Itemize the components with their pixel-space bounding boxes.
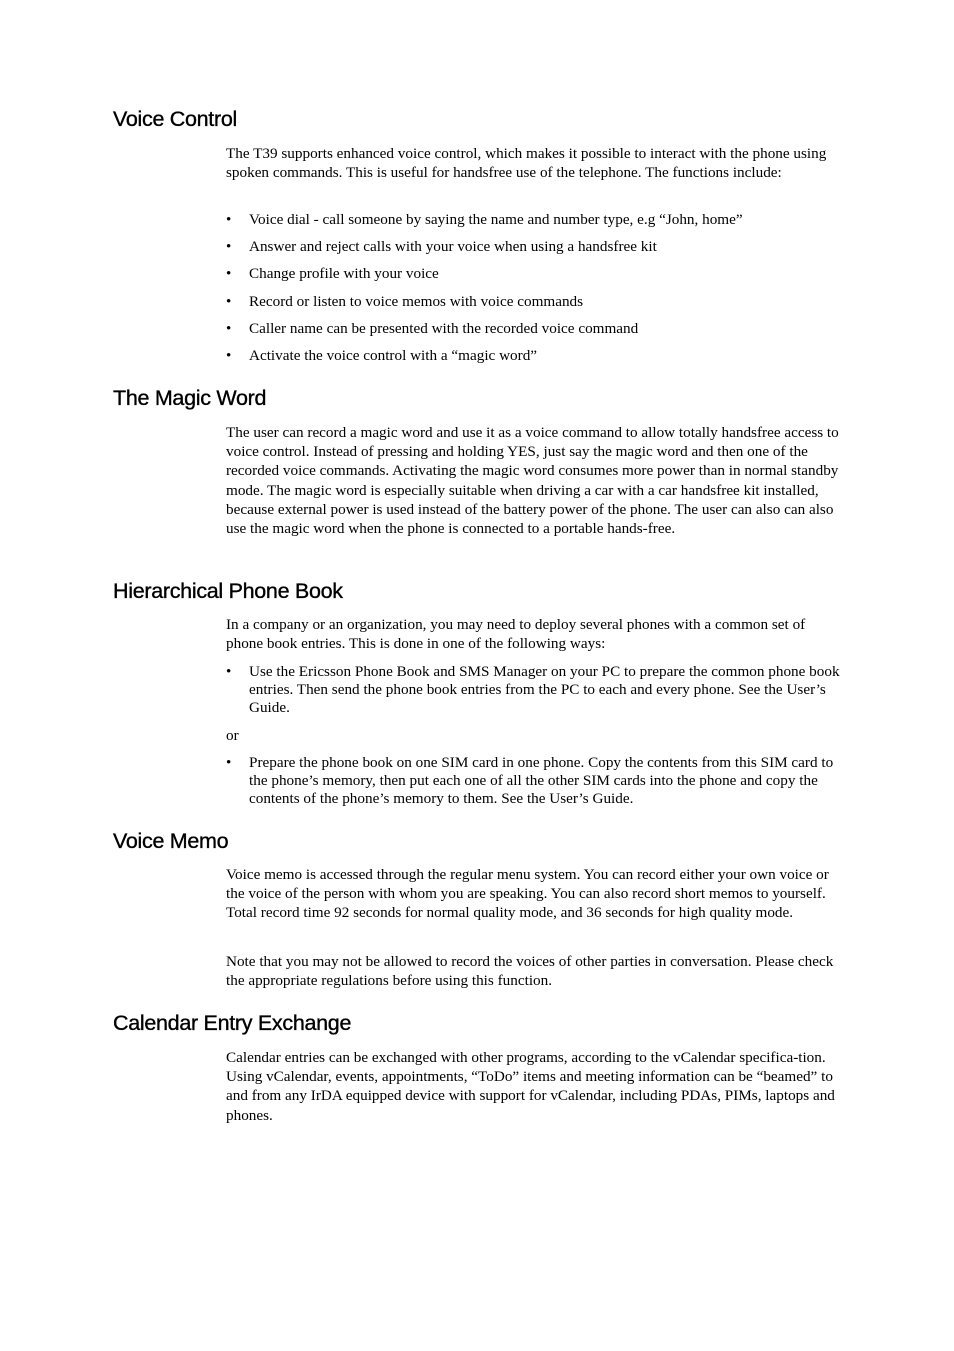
bullet-glyph: • — [226, 346, 232, 364]
list-item: • Voice dial - call someone by saying the name and number type, e.g “John, home” — [226, 211, 743, 228]
bullet-glyph: • — [226, 265, 232, 283]
list-item: • Activate the voice control with a “magic word” — [226, 346, 538, 364]
or-separator: or — [226, 727, 239, 744]
voice-control-intro: The T39 supports enhanced voice control, which makes it possible to interact with the phone using spoken commands. This is useful for handsfree use of the telephone. The functions include: — [226, 145, 827, 182]
voice-control-bullet-list — [226, 211, 842, 374]
list-item: • Prepare the phone book on one SIM card in one phone. Copy the contents from this SIM card to the phone’s memory, then put each one of all the other SIM cards into the phone and copy the contents of the phone’s memory to them. See the User’s Guide. — [226, 754, 834, 807]
voice-memo-paragraph-1: Voice memo is accessed through the regular menu system. You can record either your own voice or the voice of the person with whom you are speaking. You can also record short memos to yourself. Total record time 92 seconds for normal quality mode, and 36 seconds for high quality mode. — [226, 866, 829, 922]
list-item: • Answer and reject calls with your voice when using a handsfree kit — [226, 238, 657, 256]
bullet-glyph: • — [226, 754, 232, 771]
calendar-paragraph: Calendar entries can be exchanged with other programs, according to the vCalendar specifica-tion. Using vCalendar, events, appointments, “ToDo” items and meeting information can be “beamed” to and from any IrDA equipped device with support for vCalendar, including PDAs, PIMs, laptops and phones. — [226, 1049, 835, 1124]
bullet-glyph: • — [226, 663, 232, 680]
phone-book-intro: In a company or an organization, you may need to deploy several phones with a common set of phone book entries. This is done in one of the following ways: — [226, 616, 806, 653]
bullet-glyph: • — [226, 292, 232, 310]
heading-calendar-entry-exchange: Calendar Entry Exchange — [113, 1011, 352, 1035]
magic-word-paragraph: The user can record a magic word and use it as a voice command to allow totally handsfree access to voice control. Instead of pressing and holding YES, just say the magic word and then one of the recorded voice commands. Activating the magic word consumes more power than in normal standby mode. The magic word is especially suitable when driving a car with a car handsfree kit installed, because external power is used instead of the battery power of the phone. The user can also can also use the magic word when the phone is connected to a portable hands-free. — [226, 424, 839, 538]
list-item: • Caller name can be presented with the recorded voice command — [226, 319, 639, 337]
bullet-glyph: • — [226, 211, 232, 228]
bullet-glyph: • — [226, 238, 232, 256]
heading-magic-word: The Magic Word — [113, 386, 267, 410]
phone-book-bullet-list-1 — [226, 663, 842, 716]
voice-memo-paragraph-2: Note that you may not be allowed to record the voices of other parties in conversation. Please check the appropriate regulations before using this function. — [226, 953, 834, 990]
heading-voice-control: Voice Control — [113, 107, 237, 131]
heading-hierarchical-phone-book: Hierarchical Phone Book — [113, 579, 343, 603]
phone-book-bullet-list-2 — [226, 754, 842, 807]
list-item: • Use the Ericsson Phone Book and SMS Manager on your PC to prepare the common phone book entries. Then send the phone book entries from the PC to each and every phone. See the User’s Guide. — [226, 663, 840, 716]
bullet-glyph: • — [226, 319, 232, 337]
list-item: • Change profile with your voice — [226, 265, 439, 283]
heading-voice-memo: Voice Memo — [113, 829, 229, 853]
list-item: • Record or listen to voice memos with voice commands — [226, 292, 584, 310]
